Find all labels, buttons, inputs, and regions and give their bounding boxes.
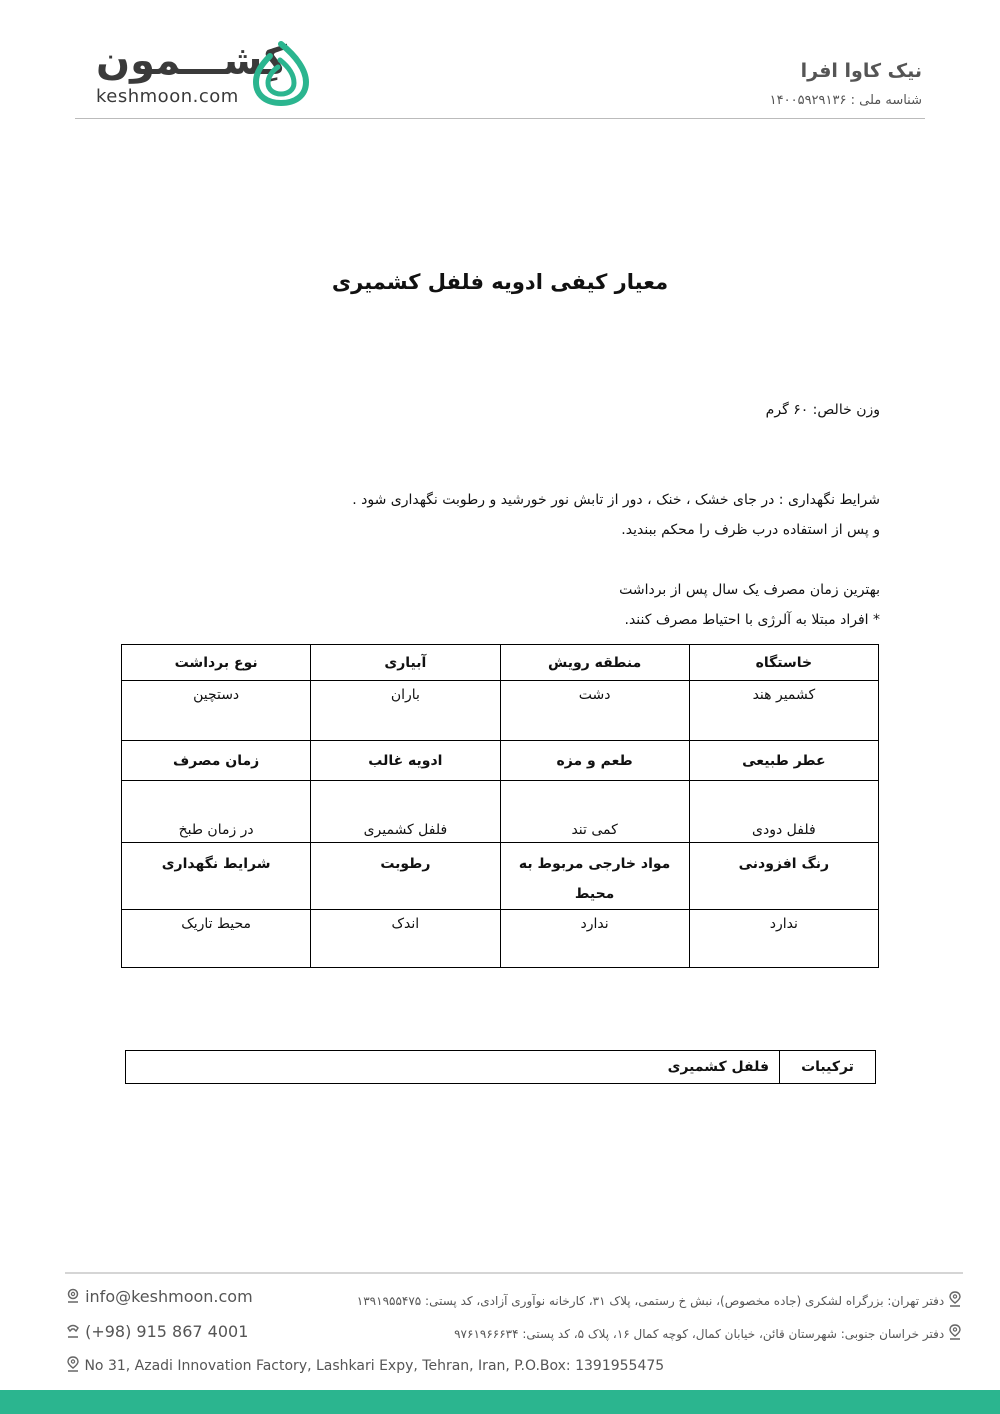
table-cell: در زمان طبخ xyxy=(122,781,311,843)
footer-office-tehran xyxy=(357,1291,962,1308)
spec-table xyxy=(121,644,879,968)
footer-address-en xyxy=(66,1356,664,1374)
phone-icon xyxy=(66,1323,80,1339)
ingredients-table xyxy=(125,1050,876,1084)
table-cell: عطر طبیعی xyxy=(689,741,878,781)
footer-email xyxy=(66,1287,253,1306)
table-cell: محیط تاریک xyxy=(122,910,311,968)
national-id: شناسه ملی : ۱۴۰۰۵۹۲۹۱۳۶ xyxy=(769,93,922,108)
table-cell: رطوبت xyxy=(311,843,500,910)
footer-office-khorasan xyxy=(454,1324,962,1341)
table-row xyxy=(122,781,879,843)
office-khorasan-text: دفتر خراسان جنوبی: شهرستان قائن، خیابان کمال، کوچه کمال ۱۶، پلاک ۵، کد پستی: ۹۷۶۱۹۶۶۶۳۴ xyxy=(454,1327,945,1341)
table-cell: کمی تند xyxy=(500,781,689,843)
footer-phone xyxy=(66,1322,248,1341)
table-cell: ادویه غالب xyxy=(311,741,500,781)
storage-conditions-line1: شرایط نگهداری : در جای خشک ، خنک ، دور از تابش نور خورشید و رطوبت نگهداری شود . xyxy=(352,492,880,508)
email-icon xyxy=(66,1288,80,1304)
table-cell: باران xyxy=(311,681,500,741)
phone-text: (+98) 915 867 4001 xyxy=(85,1322,249,1341)
table-row xyxy=(122,681,879,741)
table-cell: آبیاری xyxy=(311,645,500,681)
table-row xyxy=(122,910,879,968)
table-cell: فلفل کشمیری xyxy=(311,781,500,843)
footer-brand-bar xyxy=(0,1390,1000,1414)
ingredients-value: فلفل کشمیری xyxy=(126,1051,780,1084)
office-tehran-text: دفتر تهران: بزرگراه لشکری (جاده مخصوص)، نبش خ رستمی، پلاک ۳۱، کارخانه نوآوری آزادی، کد پستی: ۱۳۹۱۹۵۵۴۷۵ xyxy=(356,1294,945,1308)
table-cell: خاستگاه xyxy=(689,645,878,681)
best-use-time: بهترین زمان مصرف یک سال پس از برداشت xyxy=(619,582,880,598)
logo-drop-icon xyxy=(252,40,310,106)
table-cell: کشمیر هند xyxy=(689,681,878,741)
page-title: معیار کیفی ادویه فلفل کشمیری xyxy=(331,270,669,294)
storage-conditions-line2: و پس از استفاده درب ظرف را محکم ببندید. xyxy=(621,522,880,538)
location-icon xyxy=(948,1324,962,1340)
ingredients-label: ترکیبات xyxy=(780,1051,876,1084)
address-en-text: No 31, Azadi Innovation Factory, Lashkari Expy, Tehran, Iran, P.O.Box: 1391955475 xyxy=(84,1358,665,1374)
table-cell: ندارد xyxy=(689,910,878,968)
table-cell: ندارد xyxy=(500,910,689,968)
logo-wordmark: کِشـــمون xyxy=(96,38,288,84)
footer-divider xyxy=(65,1272,963,1274)
table-cell: فلفل دودی xyxy=(689,781,878,843)
location-icon xyxy=(948,1291,962,1307)
table-row xyxy=(126,1051,876,1084)
table-cell: اندک xyxy=(311,910,500,968)
table-cell: طعم و مزه xyxy=(500,741,689,781)
table-cell: منطقه رویش xyxy=(500,645,689,681)
table-row xyxy=(122,741,879,781)
allergy-note: * افراد مبتلا به آلرژی با احتیاط مصرف کنند. xyxy=(624,612,880,628)
table-cell: دشت xyxy=(500,681,689,741)
table-cell: نوع برداشت xyxy=(122,645,311,681)
table-row xyxy=(122,843,879,910)
logo-url: keshmoon.com xyxy=(96,86,239,107)
company-name: نیک کاوا افرا xyxy=(800,60,922,82)
net-weight: وزن خالص: ۶۰ گرم xyxy=(765,402,880,418)
table-cell: دستچین xyxy=(122,681,311,741)
location-icon xyxy=(66,1356,80,1372)
table-cell: رنگ افزودنی xyxy=(689,843,878,910)
table-row xyxy=(122,645,879,681)
table-cell: مواد خارجی مربوط به محیط xyxy=(500,843,689,910)
table-cell: زمان مصرف xyxy=(122,741,311,781)
email-text: info@keshmoon.com xyxy=(85,1287,253,1306)
header-divider xyxy=(75,118,925,119)
table-cell: شرایط نگهداری xyxy=(122,843,311,910)
